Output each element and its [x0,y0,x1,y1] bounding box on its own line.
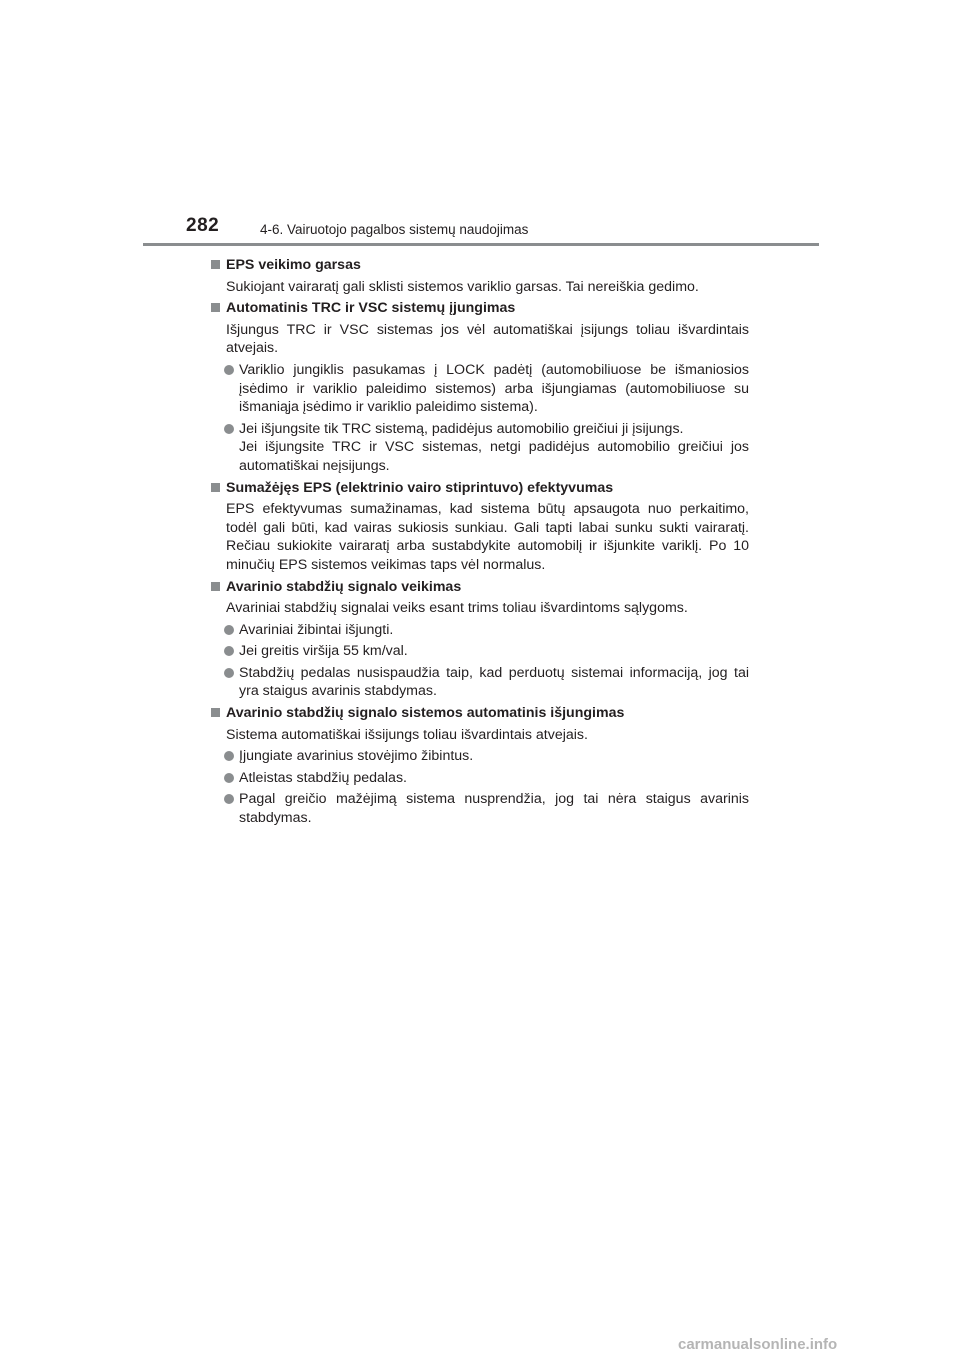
section-heading-text: EPS veikimo garsas [226,257,361,273]
section-paragraph: Sukiojant vairaratį gali sklisti sistemos variklio garsas. Tai nereiškia gedimo. [226,278,699,295]
list-item-text: Atleistas stabdžių pedalas. [239,769,407,786]
watermark: carmanualsonline.info [678,1336,838,1353]
section-paragraph: Sistema automatiškai išsijungs toliau išvardintais atvejais. [226,726,588,743]
section-heading-text: Avarinio stabdžių signalo veikimas [226,578,462,595]
list-item-text: Jei greitis viršija 55 km/val. [239,643,408,660]
section-auto-signal-off [211,704,749,828]
list-item [211,621,749,640]
square-bullet-icon [211,582,220,591]
section-paragraph: Avariniai stabdžių signalai veiks esant trims toliau išvardintoms sąlygoms. [226,600,688,617]
list-item-text: Avariniai žibintai išjungti. [239,621,394,638]
section-reduced-eps [211,479,749,575]
list-item [211,361,749,417]
list-item [211,664,749,701]
list-item-text: Įjungiate avarinius stovėjimo žibintus. [239,748,474,765]
section-heading-text: Avarinio stabdžių signalo sistemos automatinis išjungimas [226,705,625,722]
list-item [211,747,749,766]
list-item-text: Stabdžių pedalas nusispaudžia taip, kad perduotų sistemai informaciją, jog tai yra staigus avarinis stabdymas. [239,664,749,700]
square-bullet-icon [211,708,220,717]
circle-bullet-icon [224,424,234,434]
page-number: 282 [186,215,220,236]
section-title: 4-6. Vairuotojo pagalbos sistemų naudojimas [260,222,529,237]
circle-bullet-icon [224,668,234,678]
header-rule [143,243,819,246]
section-heading-text: Automatinis TRC ir VSC sistemų įjungimas [226,300,516,317]
circle-bullet-icon [224,625,234,635]
section-emergency-brake-signal [211,578,749,702]
section-paragraph: EPS efektyvumas sumažinamas, kad sistema būtų apsaugota nuo perkaitimo, todėl gali būti, kad vairas sukiosis sunkiau. Gali tapti labai sunku sukti vairaratį. Rečiau sukiokite vairaratį arba sustabdykite automobilį ir išjunkite variklį. Po 10 minučių EPS sistemos veikimas taps vėl normalus. [226,501,749,573]
list-item [211,769,749,788]
circle-bullet-icon [224,794,234,804]
section-heading [211,704,749,723]
section-eps-sound [211,256,749,296]
section-auto-trc-vsc [211,299,749,475]
section-heading-text: Sumažėjęs EPS (elektrinio vairo stiprintuvo) efektyvumas [226,479,614,496]
circle-bullet-icon [224,751,234,761]
circle-bullet-icon [224,646,234,656]
circle-bullet-icon [224,773,234,783]
square-bullet-icon [211,483,220,492]
list-item [211,642,749,661]
list-item-text: Pagal greičio mažėjimą sistema nusprendžia, jog tai nėra staigus avarinis stabdymas. [239,791,749,827]
section-heading [211,299,749,318]
square-bullet-icon [211,303,220,312]
list-item [211,790,749,827]
section-heading [211,256,749,275]
section-heading [211,479,749,498]
list-item-text: Variklio jungiklis pasukamas į LOCK padėtį (automobiliuose be išmaniosios įsėdimo ir variklio paleidimo sistemos) arba išjungiamas (automobiliuose su išmaniąja įsėdimo ir variklio paleidimo sistema). [239,361,749,416]
list-item [211,420,749,476]
section-paragraph: Išjungus TRC ir VSC sistemas jos vėl automatiškai įsijungs toliau išvardintais atvejais. [226,321,749,357]
page-content [211,253,749,831]
square-bullet-icon [211,260,220,269]
section-heading [211,578,749,597]
list-item-extra-text: Jei išjungsite TRC ir VSC sistemas, netgi padidėjus automobilio greičiui jos automatiškai neįsijungs. [239,439,749,474]
list-item-text: Jei išjungsite tik TRC sistemą, padidėjus automobilio greičiui ji įsijungs. [239,420,684,437]
circle-bullet-icon [224,365,234,375]
page-header [0,0,960,250]
